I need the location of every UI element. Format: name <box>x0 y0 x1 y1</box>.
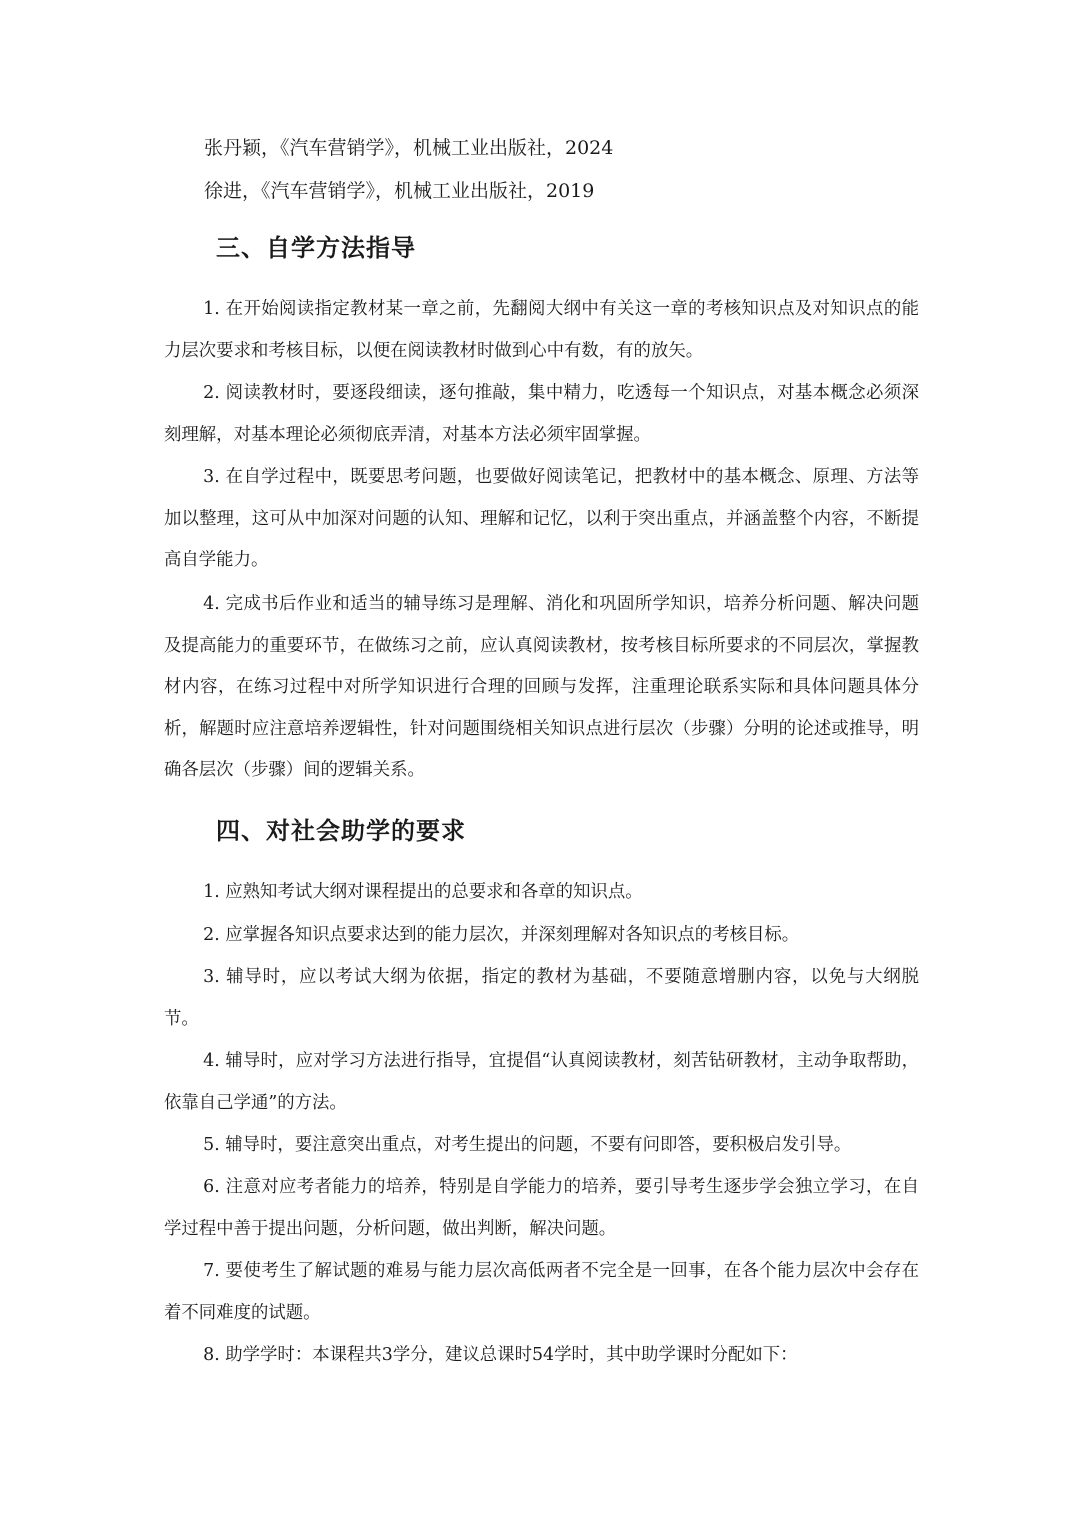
paragraph: 2. 阅读教材时，要逐段细读，逐句推敲，集中精力，吃透每一个知识点，对基本概念必须深刻理解，对基本理论必须彻底弄清，对基本方法必须牢固掌握。 <box>164 383 919 445</box>
paragraph: 6. 注意对应考者能力的培养，特别是自学能力的培养，要引导考生逐步学会独立学习，在自学过程中善于提出问题，分析问题，做出判断，解决问题。 <box>164 1177 919 1239</box>
paragraph: 1. 在开始阅读指定教材某一章之前，先翻阅大纲中有关这一章的考核知识点及对知识点的能力层次要求和考核目标，以便在阅读教材时做到心中有数，有的放矢。 <box>164 299 919 361</box>
reference-item: 张丹颖，《汽车营销学》，机械工业出版社，2024 <box>204 137 614 159</box>
reference-item: 徐进，《汽车营销学》，机械工业出版社，2019 <box>204 180 595 202</box>
paragraph: 3. 辅导时，应以考试大纲为依据，指定的教材为基础，不要随意增删内容，以免与大纲脱节。 <box>164 967 919 1029</box>
section-heading: 四、对社会助学的要求 <box>216 817 466 845</box>
paragraph: 1. 应熟知考试大纲对课程提出的总要求和各章的知识点。 <box>203 882 643 902</box>
paragraph: 2. 应掌握各知识点要求达到的能力层次，并深刻理解对各知识点的考核目标。 <box>203 925 800 945</box>
paragraph: 8. 助学学时：本课程共3学分，建议总课时54学时，其中助学课时分配如下： <box>203 1345 798 1365</box>
paragraph: 3. 在自学过程中，既要思考问题，也要做好阅读笔记，把教材中的基本概念、原理、方法等加以整理，这可从中加深对问题的认知、理解和记忆，以利于突出重点，并涵盖整个内容，不断提高自学能力。 <box>164 467 919 570</box>
section-heading: 三、自学方法指导 <box>216 234 416 262</box>
paragraph: 4. 完成书后作业和适当的辅导练习是理解、消化和巩固所学知识，培养分析问题、解决问题及提高能力的重要环节，在做练习之前，应认真阅读教材，按考核目标所要求的不同层次，掌握教材内容，在练习过程中对所学知识进行合理的回顾与发挥，注重理论联系实际和具体问题具体分析，解题时应注意培养逻辑性，针对问题围绕相关知识点进行层次（步骤）分明的论述或推导，明确各层次（步骤）间的逻辑关系。 <box>164 594 919 780</box>
paragraph: 4. 辅导时，应对学习方法进行指导，宜提倡“认真阅读教材，刻苦钻研教材，主动争取帮助，依靠自己学通”的方法。 <box>164 1051 919 1113</box>
paragraph: 5. 辅导时，要注意突出重点，对考生提出的问题，不要有问即答，要积极启发引导。 <box>203 1135 852 1155</box>
paragraph: 7. 要使考生了解试题的难易与能力层次高低两者不完全是一回事，在各个能力层次中会存在着不同难度的试题。 <box>164 1261 919 1323</box>
